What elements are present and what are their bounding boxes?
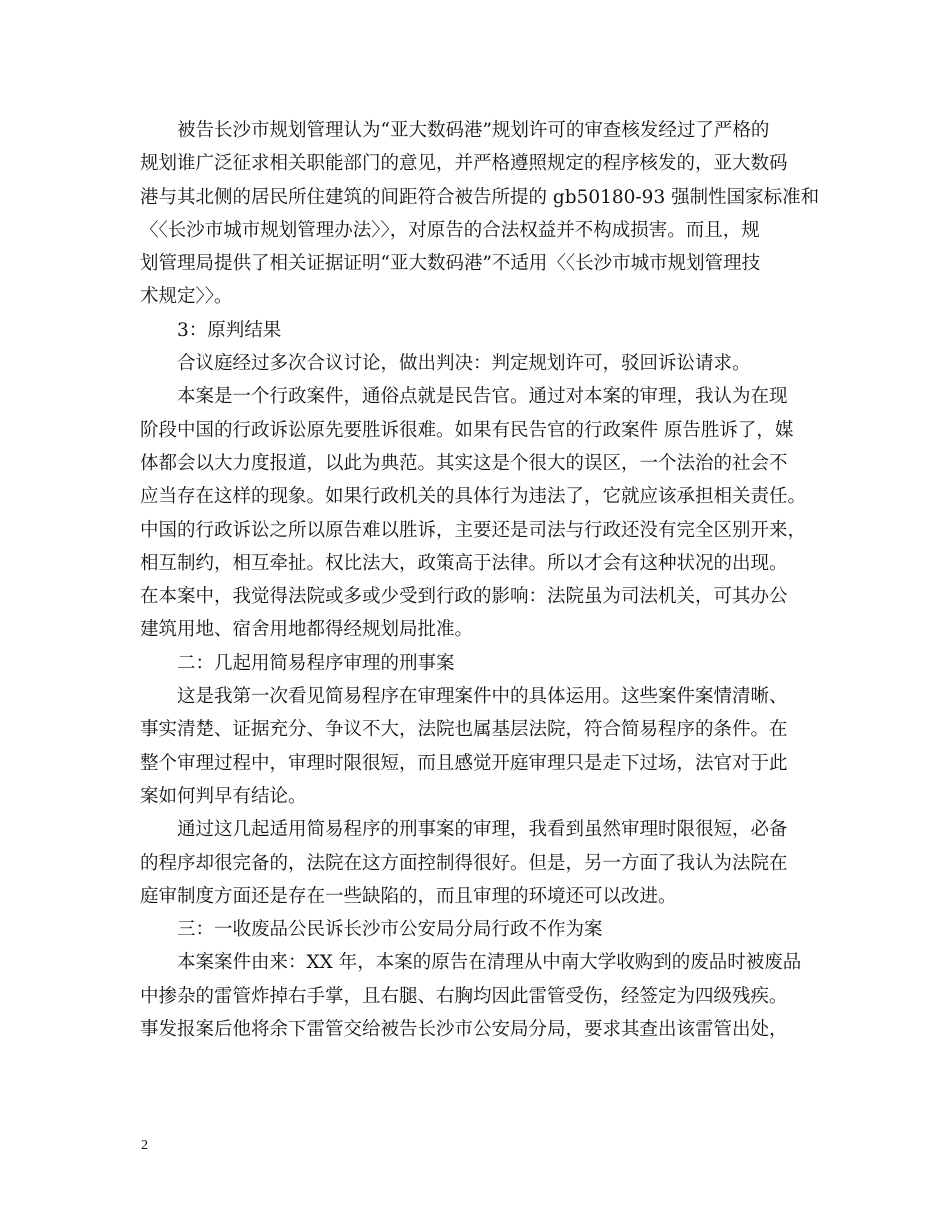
paragraph-line: 通过这几起适用简易程序的刑事案的审理，我看到虽然审理时限很短，必备 — [177, 819, 788, 841]
paragraph-line: 庭审制度方面还是存在一些缺陷的，而且审理的环境还可以改进。 — [140, 885, 677, 907]
paragraph-line: 事实清楚、证据充分、争议不大，法院也属基层法院，符合简易程序的条件。在 — [140, 719, 788, 741]
paragraph-line: 整个审理过程中，审理时限很短，而且感觉开庭审理只是走下过场，法官对于此 — [140, 752, 788, 774]
paragraph-line: 港与其北侧的居民所住建筑的间距符合被告所提的 gb50180-93 强制性国家标准和 — [140, 186, 820, 208]
paragraph-line: 事发报案后他将余下雷管交给被告长沙市公安局分局，要求其查出该雷管出处， — [140, 1019, 788, 1041]
paragraph-line: 相互制约，相互牵扯。权比法大，政策高于法律。所以才会有这种状况的出现。 — [140, 552, 788, 574]
body-text — [140, 114, 820, 1046]
paragraph-line: 术规定〉〉。 — [140, 286, 233, 308]
paragraph-line: 划管理局提供了相关证据证明“亚大数码港”不适用〈〈长沙市城市规划管理技 — [140, 253, 761, 275]
paragraph-line: 中掺杂的雷管炸掉右手掌，且右腿、右胸均因此雷管受伤，经签定为四级残疾。 — [140, 985, 788, 1007]
paragraph-line: 建筑用地、宿舍用地都得经规划局批准。 — [140, 619, 474, 641]
paragraph-line: 本案案件由来：XX 年，本案的原告在清理从中南大学收购到的废品时被废品 — [177, 952, 802, 974]
section-heading: 三：一收废品公民诉长沙市公安局分局行政不作为案 — [177, 919, 603, 941]
paragraph-line: 应当存在这样的现象。如果行政机关的具体行为违法了，它就应该承担相关责任。 — [140, 486, 807, 508]
paragraph-line: 本案是一个行政案件，通俗点就是民告官。通过对本案的审理，我认为在现 — [177, 386, 788, 408]
paragraph-line: 中国的行政诉讼之所以原告难以胜诉，主要还是司法与行政还没有完全区别开来， — [140, 519, 807, 541]
paragraph-line: 〈〈长沙市城市规划管理办法〉〉，对原告的合法权益并不构成损害。而且，规 — [140, 219, 760, 241]
section-heading: 二：几起用简易程序审理的刑事案 — [177, 652, 455, 674]
paragraph-line: 案如何判早有结论。 — [140, 785, 307, 807]
paragraph-line: 的程序却很完备的，法院在这方面控制得很好。但是，另一方面了我认为法院在 — [140, 852, 788, 874]
paragraph-line: 阶段中国的行政诉讼原先要胜诉很难。如果有民告官的行政案件 原告胜诉了，媒 — [140, 419, 794, 441]
paragraph-line: 规划谁广泛征求相关职能部门的意见，并严格遵照规定的程序核发的，亚大数码 — [140, 153, 788, 175]
paragraph-line: 体都会以大力度报道，以此为典范。其实这是个很大的误区，一个法治的社会不 — [140, 452, 788, 474]
paragraph-line: 被告长沙市规划管理认为“亚大数码港”规划许可的审查核发经过了严格的 — [177, 120, 770, 141]
page-number: 2 — [141, 1138, 148, 1153]
section-heading: 3：原判结果 — [177, 319, 282, 341]
paragraph-line: 在本案中，我觉得法院或多或少受到行政的影响：法院虽为司法机关，可其办公 — [140, 586, 788, 608]
paragraph-line: 合议庭经过多次合议讨论，做出判决：判定规划许可，驳回诉讼请求。 — [177, 353, 751, 375]
paragraph-line: 这是我第一次看见简易程序在审理案件中的具体运用。这些案件案情清晰、 — [177, 686, 788, 708]
